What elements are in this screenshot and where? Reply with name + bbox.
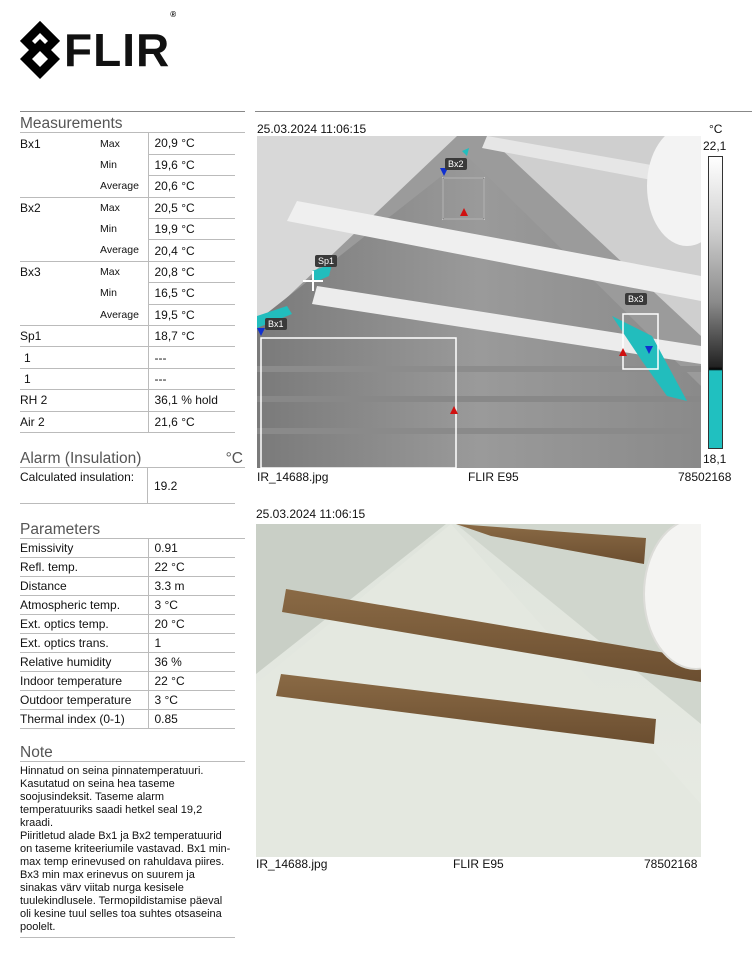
measurement-name	[20, 154, 100, 175]
parameter-value: 0.91	[148, 539, 235, 558]
measurement-stat: Max	[100, 202, 120, 215]
parameters-table	[20, 539, 235, 730]
measurement-value: 36,1 % hold	[148, 390, 235, 411]
parameter-row	[20, 710, 235, 729]
measurement-row	[20, 261, 235, 282]
measurement-row	[20, 219, 235, 240]
measurement-row	[20, 154, 235, 175]
ir-serial: 78502168	[678, 470, 732, 484]
measurement-row	[20, 411, 235, 432]
note-paragraph: Piiritletud alade Bx1 ja Bx2 temperatuurid on taseme kriteeriumile vastavad. Bx1 min-max temp erinevused on rahuldava piires.	[20, 830, 231, 869]
parameter-row	[20, 634, 235, 653]
parameter-row	[20, 558, 235, 577]
note-text	[20, 762, 235, 938]
flir-diamond-icon	[20, 21, 60, 79]
right-top-rule	[255, 111, 752, 112]
visual-photo	[256, 524, 701, 857]
scale-unit: °C	[709, 122, 723, 136]
measurement-row	[20, 197, 235, 218]
ir-filename: IR_14688.jpg	[257, 470, 329, 484]
measurement-stat	[100, 390, 148, 411]
parameter-row	[20, 577, 235, 596]
parameter-label: Relative humidity	[20, 653, 148, 672]
measurement-value: ---	[148, 347, 235, 368]
parameter-label: Outdoor temperature	[20, 691, 148, 710]
measurement-value: 21,6 °C	[148, 411, 235, 432]
measurement-value: 20,9 °C	[148, 133, 235, 154]
measurement-row	[20, 347, 235, 368]
measurement-name	[20, 219, 100, 240]
measurement-value: 20,8 °C	[148, 261, 235, 282]
alarm-row	[20, 468, 235, 504]
note-paragraph: Hinnatud on seina pinnatemperatuuri. Kasutatud on seina hea taseme soojusindeksit. Taseme alarm temperatuuriks saadi hetkel seal 19,2 kraadi.	[20, 765, 204, 830]
scale-max: 22,1	[703, 139, 727, 153]
parameter-value: 22 °C	[148, 672, 235, 691]
measurements-title: Measurements	[20, 111, 245, 133]
parameter-row	[20, 596, 235, 615]
measurement-name: Sp1	[20, 326, 100, 347]
measurement-name	[20, 304, 100, 325]
parameter-label: Thermal index (0-1)	[20, 710, 148, 729]
bx3-label: Bx3	[625, 293, 647, 305]
visual-timestamp: 25.03.2024 11:06:15	[256, 507, 366, 521]
measurement-value: 20,5 °C	[148, 197, 235, 218]
parameter-value: 36 %	[148, 653, 235, 672]
bx2-label: Bx2	[445, 158, 467, 170]
measurement-row	[20, 368, 235, 389]
parameter-value: 3 °C	[148, 691, 235, 710]
parameter-label: Atmospheric temp.	[20, 596, 148, 615]
measurement-stat: Min	[100, 223, 117, 236]
flir-logo	[20, 10, 178, 80]
measurement-name: 1	[20, 368, 100, 389]
measurement-row	[20, 283, 235, 304]
parameter-row	[20, 653, 235, 672]
sp1-label: Sp1	[315, 255, 337, 267]
parameter-label: Indoor temperature	[20, 672, 148, 691]
parameter-row	[20, 691, 235, 710]
measurement-stat	[100, 411, 148, 432]
measurement-value: 19,9 °C	[148, 219, 235, 240]
measurement-value: 16,5 °C	[148, 283, 235, 304]
alarm-value: 19.2	[154, 478, 178, 493]
parameter-label: Ext. optics trans.	[20, 634, 148, 653]
measurement-stat	[100, 368, 148, 389]
scale-min: 18,1	[703, 452, 727, 466]
parameter-value: 20 °C	[148, 615, 235, 634]
measurement-row	[20, 304, 235, 325]
note-title: Note	[20, 740, 245, 762]
measurement-stat: Max	[100, 266, 120, 279]
alarm-label: Calculated insulation:	[20, 468, 148, 503]
measurement-row	[20, 390, 235, 411]
visual-camera: FLIR E95	[453, 857, 504, 871]
visual-serial: 78502168	[644, 857, 698, 871]
measurement-stat: Average	[100, 304, 148, 325]
measurement-name: Air 2	[20, 411, 100, 432]
measurement-row	[20, 326, 235, 347]
parameter-label: Distance	[20, 577, 148, 596]
measurement-stat: Average	[100, 176, 148, 197]
measurement-name: Bx3	[20, 265, 41, 280]
visual-filename: IR_14688.jpg	[256, 857, 328, 871]
parameters-title: Parameters	[20, 517, 245, 539]
measurement-name: RH 2	[20, 390, 100, 411]
parameter-label: Refl. temp.	[20, 558, 148, 577]
parameter-label: Ext. optics temp.	[20, 615, 148, 634]
parameter-row	[20, 539, 235, 558]
measurement-value: 19,6 °C	[148, 154, 235, 175]
parameter-value: 1	[148, 634, 235, 653]
parameter-value: 0.85	[148, 710, 235, 729]
measurement-stat	[100, 326, 148, 347]
measurement-value: ---	[148, 368, 235, 389]
measurement-row	[20, 176, 235, 197]
measurement-name	[20, 176, 100, 197]
parameter-value: 22 °C	[148, 558, 235, 577]
bx1-label: Bx1	[265, 318, 287, 330]
visual-photo-svg	[256, 524, 701, 857]
thermal-image	[257, 136, 701, 468]
measurement-value: 20,6 °C	[148, 176, 235, 197]
alarm-unit: °C	[225, 449, 243, 467]
parameter-row	[20, 672, 235, 691]
measurement-row	[20, 240, 235, 261]
ir-timestamp: 25.03.2024 11:06:15	[257, 122, 367, 136]
measurement-row	[20, 133, 235, 154]
measurement-name: Bx1	[20, 136, 41, 151]
parameter-value: 3 °C	[148, 596, 235, 615]
measurement-stat: Average	[100, 240, 148, 261]
measurement-name	[20, 240, 100, 261]
measurement-value: 19,5 °C	[148, 304, 235, 325]
parameter-label: Emissivity	[20, 539, 148, 558]
measurement-stat: Min	[100, 159, 117, 172]
measurements-table	[20, 133, 235, 433]
measurement-stat	[100, 347, 148, 368]
parameter-value: 3.3 m	[148, 577, 235, 596]
measurement-value: 20,4 °C	[148, 240, 235, 261]
measurement-value: 18,7 °C	[148, 326, 235, 347]
measurement-name: Bx2	[20, 201, 41, 216]
measurement-stat: Max	[100, 137, 120, 150]
alarm-title: Alarm (Insulation) °C	[20, 446, 245, 468]
note-paragraph: Bx3 min max erinevus on suurem ja sinakas värv viitab nurga kesisele tuulekindlusele. Termopildistamise päeval oli kesine tuul selles toa suhtes otsaseina poolelt.	[20, 869, 223, 934]
temperature-scale-bar	[708, 156, 723, 449]
ir-camera: FLIR E95	[468, 470, 519, 484]
measurement-name	[20, 283, 100, 304]
measurement-name: 1	[20, 347, 100, 368]
left-column	[20, 111, 245, 938]
parameter-row	[20, 615, 235, 634]
flir-wordmark: FLIR®	[64, 10, 178, 76]
measurement-stat: Min	[100, 287, 117, 300]
